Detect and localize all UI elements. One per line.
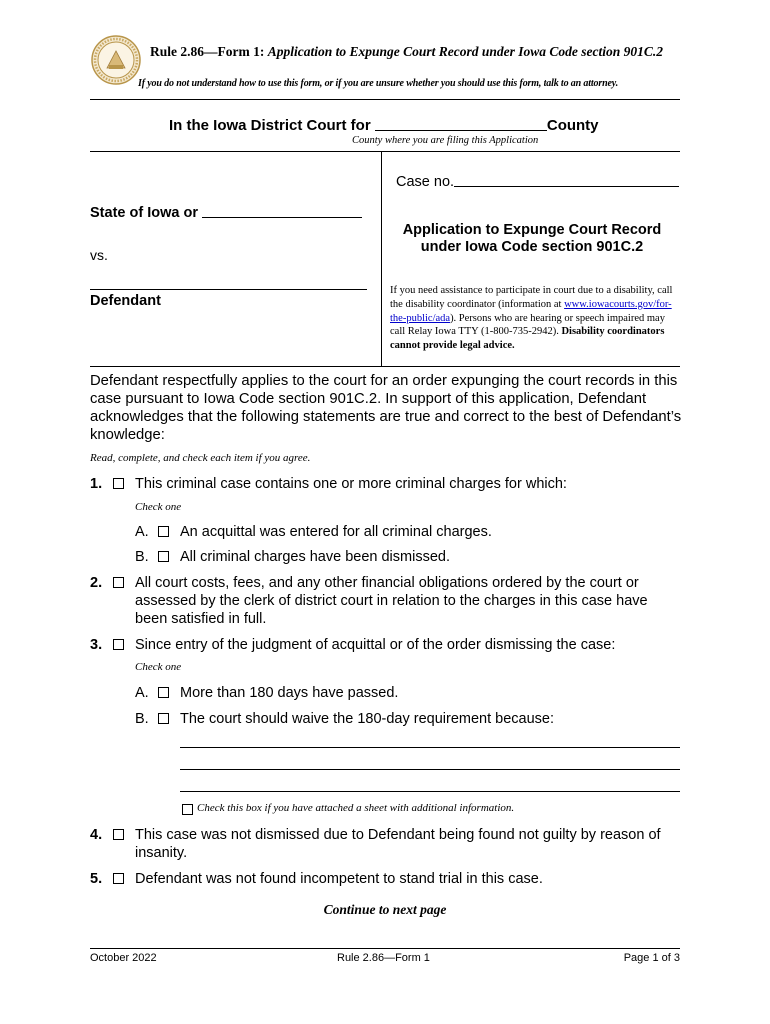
item-3a-text: More than 180 days have passed. xyxy=(180,685,399,701)
defendant-label: Defendant xyxy=(90,293,161,309)
caption-bottom-divider xyxy=(90,366,680,367)
item-5-number: 5. xyxy=(90,871,103,887)
footer-rule: Rule 2.86—Form 1 xyxy=(337,952,430,964)
item-1b-text: All criminal charges have been dismissed. xyxy=(180,549,450,565)
item-3a-label: A. xyxy=(135,685,149,701)
item-3b-checkbox[interactable] xyxy=(158,713,169,724)
footer-divider xyxy=(90,948,680,949)
item-4-number: 4. xyxy=(90,827,103,843)
item-3-text: Since entry of the judgment of acquittal or of the order dismissing the case: xyxy=(135,637,616,653)
item-1-number: 1. xyxy=(90,476,103,492)
ada-link[interactable]: www.iowacourts.gov/for-the-public/ada xyxy=(390,298,672,324)
county-caption: County where you are filing this Application xyxy=(352,135,539,146)
footer-date: October 2022 xyxy=(90,952,157,964)
state-label: State of Iowa or xyxy=(90,205,198,221)
defendant-field[interactable] xyxy=(90,289,367,290)
intro-paragraph: Defendant respectfully applies to the court for an order expunging the court records in this case pursuant to Iowa Code section 901C.2. In support of this application, Defendant acknowledges that the following statements are true and correct to the best of Defendant’s knowledge: xyxy=(90,373,682,443)
item-5-text: Defendant was not found incompetent to stand trial in this case. xyxy=(135,871,543,887)
form-title: Application to Expunge Court Record under Iowa Code section 901C.2 xyxy=(267,44,664,59)
item-1-check-one: Check one xyxy=(135,501,182,513)
instruction-text: Read, complete, and check each item if you agree. xyxy=(90,452,311,464)
disability-bold: Disability coordinators cannot provide legal advice. xyxy=(390,326,665,352)
item-3-checkbox[interactable] xyxy=(113,639,124,650)
item-1a-checkbox[interactable] xyxy=(158,526,169,537)
court-divider xyxy=(90,151,680,152)
item-1 xyxy=(90,475,102,493)
court-prefix: In the Iowa District Court for xyxy=(169,117,371,134)
versus-label: vs. xyxy=(90,247,108,263)
header-divider xyxy=(90,99,680,100)
state-field[interactable] xyxy=(202,203,362,218)
case-no-field[interactable] xyxy=(454,172,679,187)
disability-notice: If you need assistance to participate in court due to a disability, call the disability coordinator (information at www.iowacourts.gov/for-the-public/ada). Persons who are hearing or speech impaired may call Relay Iowa TTY (1-800-735-2942). Disability coordinators cannot provide legal advice. xyxy=(390,285,673,352)
item-2-number: 2. xyxy=(90,575,103,591)
court-suffix: County xyxy=(546,117,599,134)
document-title-line1: Application to Expunge Court Record xyxy=(402,222,662,238)
item-4-text: This case was not dismissed due to Defendant being found not guilty by reason of insanity. xyxy=(135,827,661,861)
item-3b-text: The court should waive the 180-day requirement because: xyxy=(180,711,554,727)
waiver-reason-line-3[interactable] xyxy=(180,791,680,792)
item-2-checkbox[interactable] xyxy=(113,577,124,588)
item-1-checkbox[interactable] xyxy=(113,478,124,489)
footer-page: Page 1 of 3 xyxy=(623,952,680,964)
item-1-text: This criminal case contains one or more criminal charges for which: xyxy=(135,476,567,492)
case-no-label: Case no. xyxy=(396,174,455,190)
item-3b-label: B. xyxy=(135,711,149,727)
attached-sheet-checkbox[interactable] xyxy=(182,804,193,815)
item-3-number: 3. xyxy=(90,637,103,653)
item-1a-text: An acquittal was entered for all criminal charges. xyxy=(180,524,492,540)
item-4-checkbox[interactable] xyxy=(113,829,124,840)
item-3-check-one: Check one xyxy=(135,661,182,673)
item-1b-checkbox[interactable] xyxy=(158,551,169,562)
attorney-advisory: If you do not understand how to use this form, or if you are unsure whether you should use this form, talk to an attorney. xyxy=(138,78,619,89)
court-line xyxy=(169,116,599,134)
document-title-line2: under Iowa Code section 901C.2 xyxy=(420,239,644,255)
document-title xyxy=(384,222,680,256)
form-header xyxy=(150,44,710,60)
case-no-line xyxy=(396,172,679,190)
continue-note: Continue to next page xyxy=(323,902,447,917)
county-field[interactable] xyxy=(375,116,547,131)
attached-sheet-text: Check this box if you have attached a sheet with additional information. xyxy=(197,802,515,814)
iowa-courts-seal xyxy=(91,35,141,85)
caption-divider xyxy=(381,152,382,366)
state-line xyxy=(90,203,362,221)
waiver-reason-line-2[interactable] xyxy=(180,769,680,770)
rule-label: Rule 2.86—Form 1: xyxy=(150,44,265,59)
item-1b-label: B. xyxy=(135,549,149,565)
item-3a-checkbox[interactable] xyxy=(158,687,169,698)
item-1a-label: A. xyxy=(135,524,149,540)
item-2-text: All court costs, fees, and any other financial obligations ordered by the court or assessed by the clerk of district court in relation to the charges in this case have been satisfied in full. xyxy=(135,575,648,627)
waiver-reason-line-1[interactable] xyxy=(180,747,680,748)
item-5-checkbox[interactable] xyxy=(113,873,124,884)
